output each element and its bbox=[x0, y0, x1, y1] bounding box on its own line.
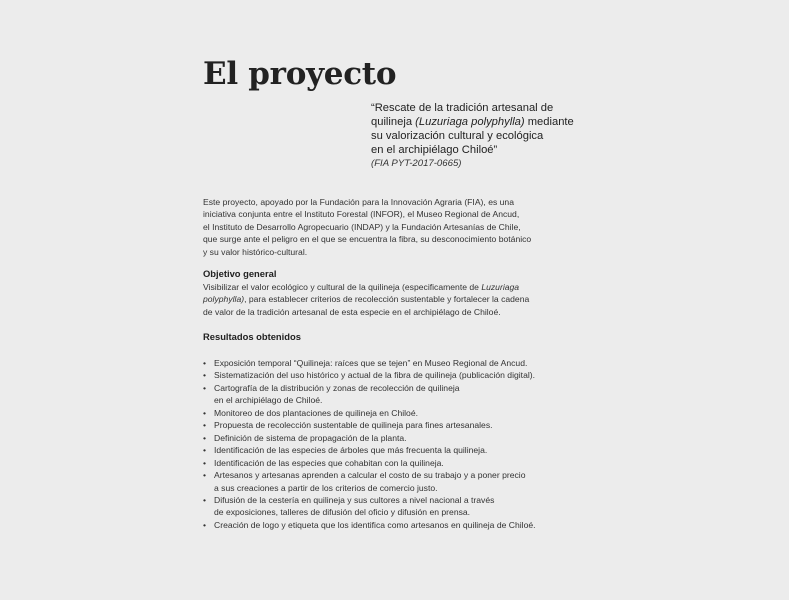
results-heading: Resultados obtenidos bbox=[203, 331, 301, 342]
intro-paragraph bbox=[203, 196, 588, 258]
list-item-text: Propuesta de recolección sustentable de quilineja para fines artesanales. bbox=[214, 420, 493, 431]
subtitle-line: “Rescate de la tradición artesanal de bbox=[371, 102, 554, 114]
list-item bbox=[203, 432, 603, 444]
list-item bbox=[203, 382, 603, 407]
list-item-text: Monitoreo de dos plantaciones de quilineja en Chiloé. bbox=[214, 407, 419, 418]
list-item bbox=[203, 444, 603, 456]
project-code: (FIA PYT-2017-0665) bbox=[371, 158, 462, 169]
objective-paragraph bbox=[203, 281, 588, 318]
list-item-text-continued: en el archipiélago de Chiloé. bbox=[214, 395, 323, 406]
list-item bbox=[203, 419, 603, 431]
objective-text: Visibilizar el valor ecológico y cultural de la quilineja (especificamente de bbox=[203, 282, 482, 292]
objective-text: , para establecer criterios de recolección sustentable y fortalecer la cadena bbox=[244, 294, 530, 305]
subtitle-species-name: (Luzuriaga polyphylla) bbox=[415, 116, 525, 128]
intro-line: y su valor histórico-cultural. bbox=[203, 246, 308, 257]
list-item bbox=[203, 469, 603, 494]
list-item-text: • Difusión de la cestería en quilineja y sus cultores a nivel nacional a través bbox=[214, 494, 495, 505]
intro-line: que surge ante el peligro en el que se encuentra la fibra, su desconocimiento botánico bbox=[203, 234, 532, 245]
intro-line: el Instituto de Desarrollo Agropecuario (INDAP) y la Fundación Artesanías de Chile, bbox=[203, 221, 521, 232]
list-item-text-continued: de exposiciones, talleres de difusión del oficio y difusión en prensa. bbox=[214, 507, 471, 518]
objective-line: de valor de la tradición artesanal de esta especie en el archipiélago de Chiloé. bbox=[203, 306, 501, 317]
list-item-text: • Cartografía de la distribución y zonas de recolección de quilineja bbox=[214, 382, 460, 393]
objective-species-name: Luzuriaga bbox=[481, 282, 520, 292]
objective-species-name: polyphylla) bbox=[203, 294, 245, 305]
objective-line bbox=[203, 293, 588, 305]
list-item-text: Sistematización del uso histórico y actual de la fibra de quilineja (publicación digital). bbox=[214, 370, 536, 381]
subtitle-line: en el archipiélago Chiloé” bbox=[371, 144, 498, 156]
list-item-text-continued: a sus creaciones a partir de los criterios de comercio justo. bbox=[214, 482, 438, 493]
page-title: El proyecto bbox=[203, 56, 397, 92]
results-list bbox=[203, 357, 603, 531]
list-item-text: Definición de sistema de propagación de la planta. bbox=[214, 432, 407, 443]
list-item-text: Identificación de las especies que cohabitan con la quilineja. bbox=[214, 457, 444, 468]
intro-line: Este proyecto, apoyado por la Fundación para la Innovación Agraria (FIA), es una bbox=[203, 197, 514, 207]
objective-heading: Objetivo general bbox=[203, 268, 277, 279]
subtitle-text: quilineja bbox=[371, 116, 416, 128]
list-item bbox=[203, 369, 603, 381]
list-item-text: Identificación de las especies de árboles que más frecuenta la quilineja. bbox=[214, 445, 488, 456]
subtitle-line: su valorización cultural y ecológica bbox=[371, 130, 544, 142]
project-subtitle bbox=[371, 101, 611, 171]
list-item bbox=[203, 519, 603, 531]
intro-line: iniciativa conjunta entre el Instituto Forestal (INFOR), el Museo Regional de Ancud, bbox=[203, 209, 520, 220]
list-item bbox=[203, 494, 603, 519]
list-item-text: Exposición temporal “Quilineja: raíces que se tejen” en Museo Regional de Ancud. bbox=[214, 358, 528, 368]
list-item-text: • Artesanos y artesanas aprenden a calcular el costo de su trabajo y a poner precio bbox=[214, 470, 526, 481]
list-item bbox=[203, 457, 603, 469]
list-item bbox=[203, 407, 603, 419]
list-item-text: Creación de logo y etiqueta que los identifica como artesanos en quilineja de Chiloé. bbox=[214, 519, 536, 530]
subtitle-line bbox=[371, 115, 611, 129]
objective-line bbox=[203, 281, 588, 293]
subtitle-text: mediante bbox=[524, 116, 574, 128]
list-item bbox=[203, 357, 603, 369]
